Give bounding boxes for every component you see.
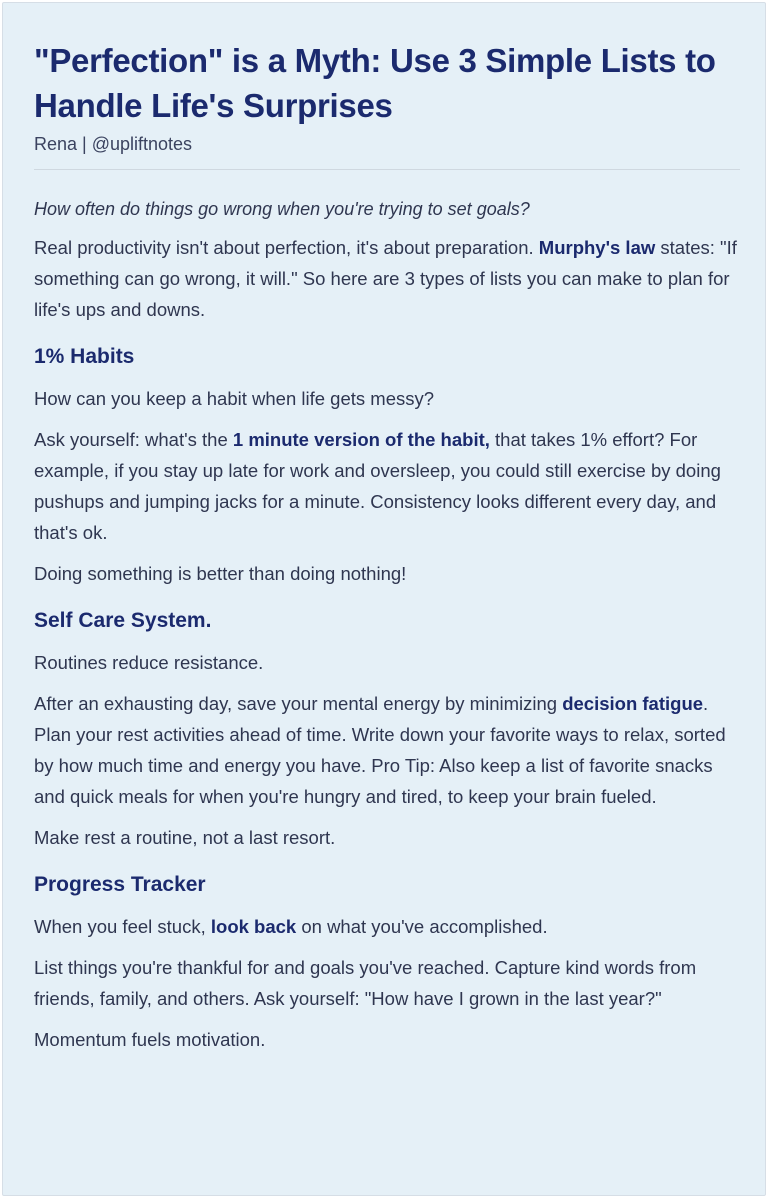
section-heading-habits: 1% Habits (34, 345, 135, 368)
article-byline: Rena | @upliftnotes (34, 134, 193, 154)
selfcare-paragraph-2 (34, 688, 740, 812)
habits-p2-after: that takes 1% effort? For example, if you stay up late for work and oversleep, you could still exercise by doing pushups and jumping jacks for a minute. Consistency looks different every day, and that's ok. (34, 429, 721, 543)
selfcare-paragraph-1: Routines reduce resistance. (34, 652, 264, 673)
selfcare-p2-after: . Plan your rest activities ahead of time. Write down your favorite ways to relax, sorted by how much time and energy you have. Pro Tip: Also keep a list of favorite snacks and quick meals for when you're hungry and tired, to keep your brain fueled. (34, 693, 726, 807)
section-heading-progress: Progress Tracker (34, 873, 206, 896)
intro-paragraph (34, 232, 740, 325)
progress-p1-bold: look back (210, 916, 297, 937)
intro-question: How often do things go wrong when you're trying to set goals? (34, 199, 530, 219)
article-card (2, 2, 766, 1196)
progress-paragraph-1 (34, 911, 740, 942)
section-heading-selfcare: Self Care System. (34, 609, 212, 632)
selfcare-p2-before: After an exhausting day, save your mental energy by minimizing (34, 693, 563, 714)
intro-text-before: Real productivity isn't about perfection, it's about preparation. (34, 237, 539, 258)
progress-p1-after: on what you've accomplished. (296, 916, 548, 937)
progress-paragraph-2: List things you're thankful for and goals you've reached. Capture kind words from friends, family, and others. Ask yourself: "How have I grown in the last year?" (34, 957, 697, 1009)
habits-paragraph-1: How can you keep a habit when life gets messy? (34, 388, 435, 409)
progress-paragraph-3: Momentum fuels motivation. (34, 1029, 266, 1050)
intro-bold-term: Murphy's law (538, 237, 656, 258)
habits-p2-before: Ask yourself: what's the (34, 429, 233, 450)
progress-p1-before: When you feel stuck, (34, 916, 211, 937)
article-content (34, 38, 740, 1055)
intro-text-after: states: "If something can go wrong, it will." So here are 3 types of lists you can make to plan for life's ups and downs. (34, 237, 737, 320)
habits-paragraph-3: Doing something is better than doing nothing! (34, 563, 407, 584)
selfcare-paragraph-3: Make rest a routine, not a last resort. (34, 827, 336, 848)
title-divider (34, 169, 740, 170)
habits-paragraph-2 (34, 424, 740, 548)
selfcare-p2-bold: decision fatigue (562, 693, 704, 714)
article-title: "Perfection" is a Myth: Use 3 Simple Lists to Handle Life's Surprises (34, 42, 716, 124)
habits-p2-bold: 1 minute version of the habit, (232, 429, 490, 450)
